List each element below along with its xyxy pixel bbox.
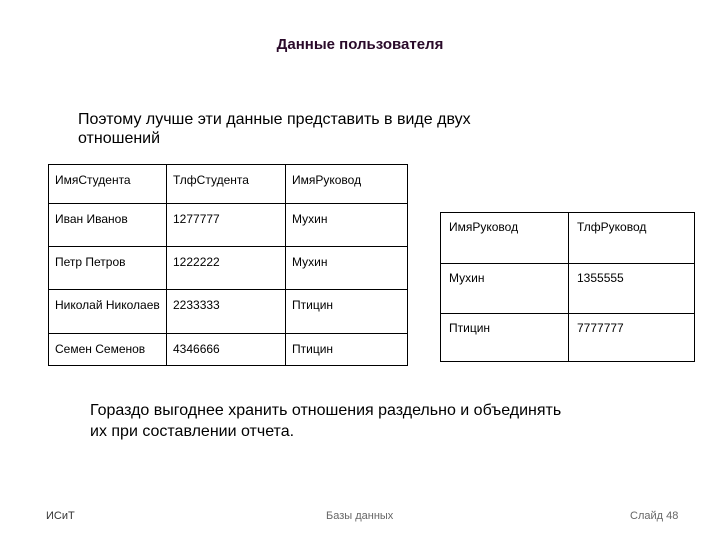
header-supervisor-phone: ТлфРуковод [577, 220, 647, 234]
cell-text: Семен Семенов [55, 342, 146, 356]
table-cell [441, 314, 569, 362]
table-header-row [49, 165, 408, 204]
header-cell [49, 165, 167, 204]
table-row [49, 247, 408, 290]
table-cell [49, 290, 167, 334]
header-cell [569, 213, 695, 264]
cell-text: Птицин [292, 342, 334, 356]
cell-text: 1222222 [173, 255, 220, 269]
table-row [441, 264, 695, 314]
header-student-phone: ТлфСтудента [173, 173, 249, 187]
table-row [441, 314, 695, 362]
cell-text: 1355555 [577, 271, 624, 285]
footer-left: ИСиТ [46, 510, 75, 522]
table-cell [167, 334, 286, 366]
cell-text: 4346666 [173, 342, 220, 356]
cell-text: 1277777 [173, 212, 220, 226]
slide-title: Данные пользователя [276, 36, 444, 53]
students-table [48, 164, 408, 366]
cell-text: Птицин [292, 298, 334, 312]
table-cell [286, 247, 408, 290]
table-cell [167, 247, 286, 290]
table-cell [286, 290, 408, 334]
table-cell [441, 264, 569, 314]
intro-text: Поэтому лучше эти данные представить в виде двух отношений [78, 111, 471, 147]
table-cell [167, 290, 286, 334]
conclusion-text: Гораздо выгоднее хранить отношения раздельно и объединять их при составлении отчета. [90, 402, 562, 440]
cell-text: Птицин [449, 321, 491, 335]
cell-text: Мухин [449, 271, 485, 285]
table-cell [49, 204, 167, 247]
table-row [49, 334, 408, 366]
cell-text: Мухин [292, 212, 328, 226]
table-cell [286, 334, 408, 366]
slide-number: Слайд 48 [630, 510, 679, 522]
cell-text: 7777777 [577, 321, 624, 335]
cell-text: Николай Николаев [55, 298, 160, 312]
header-cell [286, 165, 408, 204]
table-cell [49, 247, 167, 290]
footer-center: Базы данных [326, 510, 394, 522]
table-cell [49, 334, 167, 366]
header-cell [441, 213, 569, 264]
table-row [49, 290, 408, 334]
header-cell [167, 165, 286, 204]
table-cell [167, 204, 286, 247]
table-cell [286, 204, 408, 247]
header-supervisor-name: ИмяРуковод [449, 220, 519, 234]
supervisors-table [440, 212, 695, 362]
header-student-name: ИмяСтудента [55, 173, 131, 187]
table-cell [569, 314, 695, 362]
cell-text: Петр Петров [55, 255, 126, 269]
table-header-row [441, 213, 695, 264]
header-supervisor-name: ИмяРуковод [292, 173, 362, 187]
cell-text: Иван Иванов [55, 212, 128, 226]
cell-text: Мухин [292, 255, 328, 269]
table-row [49, 204, 408, 247]
cell-text: 2233333 [173, 298, 220, 312]
table-cell [569, 264, 695, 314]
